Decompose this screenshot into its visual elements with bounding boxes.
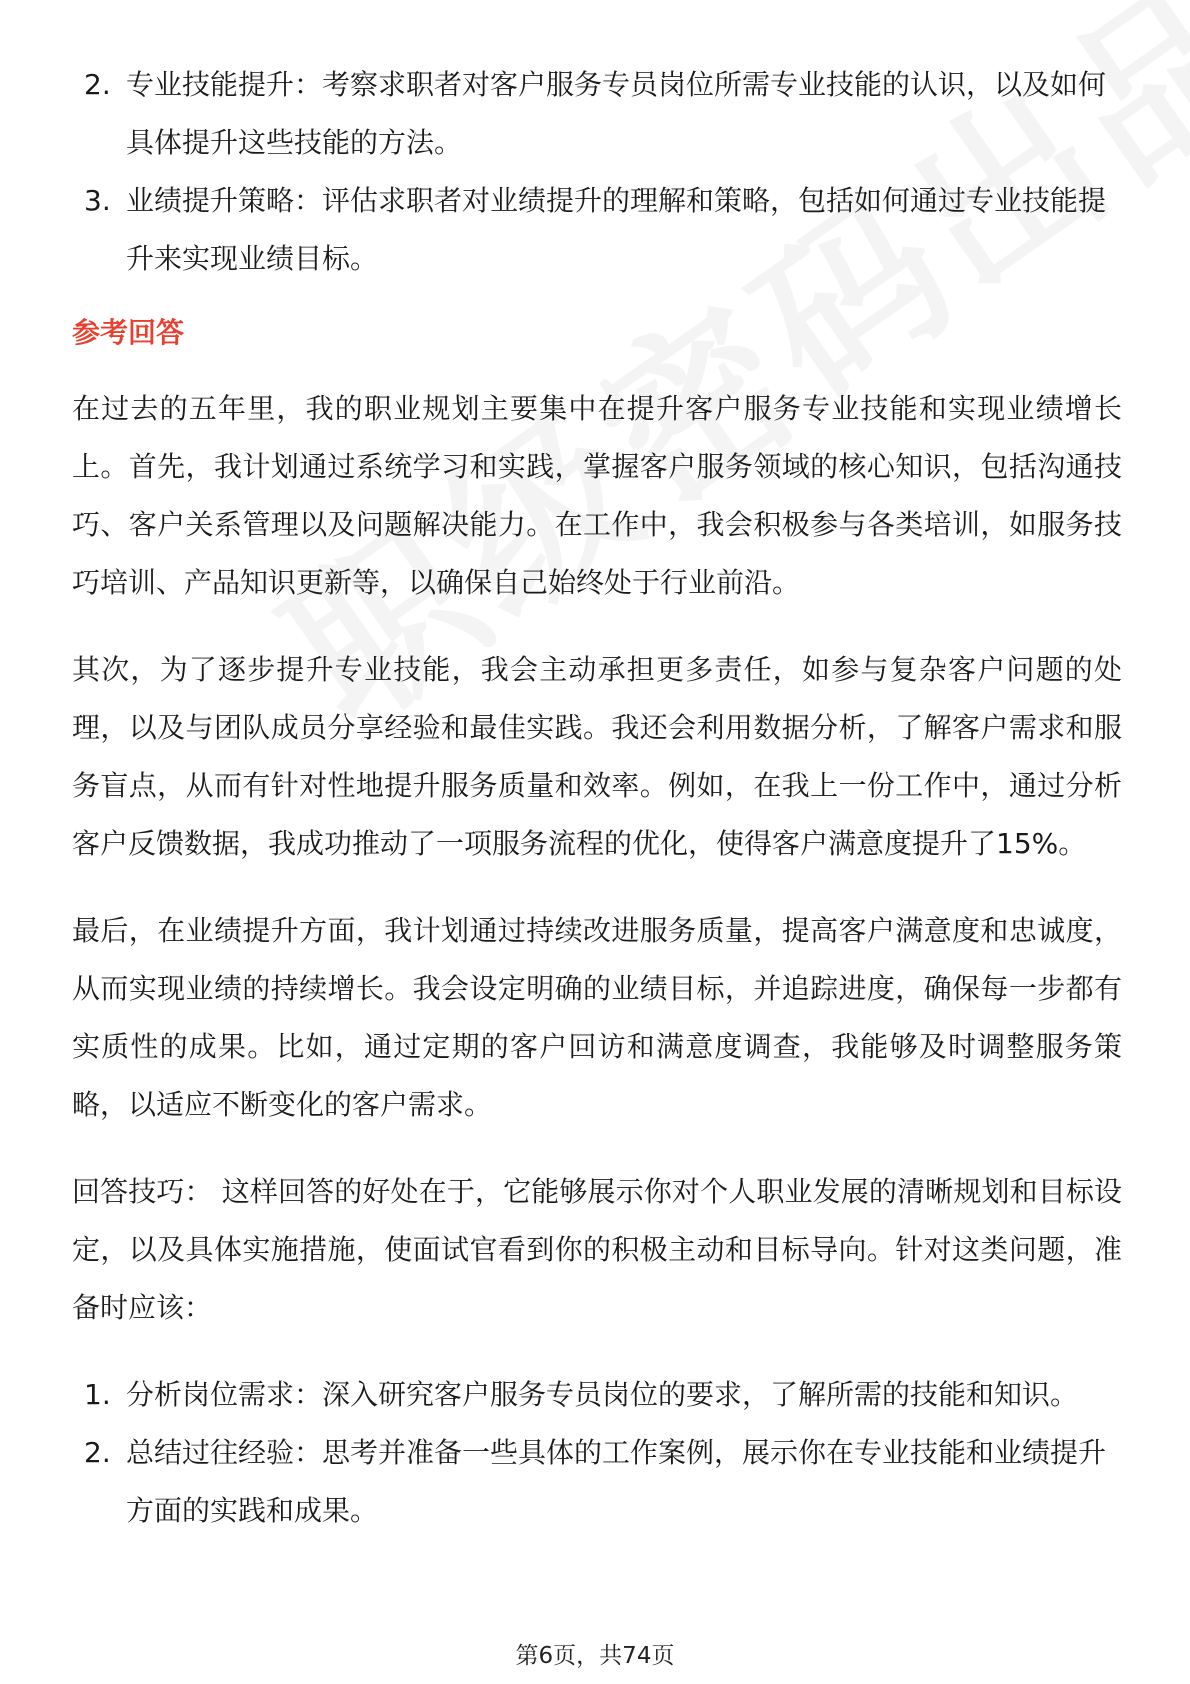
section-heading: 参考回答 xyxy=(72,316,185,349)
page-content xyxy=(72,56,1122,1540)
list-item xyxy=(72,56,1122,172)
list-item xyxy=(72,1366,1122,1424)
tips-paragraph: 回答技巧： 这样回答的好处在于，它能够展示你对个人职业发展的清晰规划和目标设定，以及具体实施措施，使面试官看到你的积极主动和目标导向。针对这类问题，准备时应该： xyxy=(72,1175,1122,1324)
answer-paragraph: 其次，为了逐步提升专业技能，我会主动承担更多责任，如参与复杂客户问题的处理，以及与团队成员分享经验和最佳实践。我还会利用数据分析，了解客户需求和服务盲点，从而有针对性地提升服务质量和效率。例如，在我上一份工作中，通过分析客户反馈数据，我成功推动了一项服务流程的优化，使得客户满意度提升了15%。 xyxy=(72,653,1122,860)
list-text: 分析岗位需求：深入研究客户服务专员岗位的要求，了解所需的技能和知识。 xyxy=(126,1378,1079,1411)
tips-list xyxy=(72,1366,1122,1540)
criteria-list xyxy=(72,56,1122,288)
list-text: 总结过往经验：思考并准备一些具体的工作案例，展示你在专业技能和业绩提升方面的实践和成果。 xyxy=(126,1436,1107,1527)
list-number: 2. xyxy=(84,68,111,101)
list-number: 3. xyxy=(84,184,111,217)
answer-paragraph: 在过去的五年里，我的职业规划主要集中在提升客户服务专业技能和实现业绩增长上。首先，我计划通过系统学习和实践，掌握客户服务领域的核心知识，包括沟通技巧、客户关系管理以及问题解决能力。在工作中，我会积极参与各类培训，如服务技巧培训、产品知识更新等，以确保自己始终处于行业前沿。 xyxy=(72,392,1122,599)
list-item xyxy=(72,1424,1122,1540)
page-number: 第6页，共74页 xyxy=(515,1643,675,1669)
list-number: 1. xyxy=(84,1378,111,1411)
list-text: 专业技能提升：考察求职者对客户服务专员岗位所需专业技能的认识，以及如何具体提升这些技能的方法。 xyxy=(126,68,1107,159)
list-text: 业绩提升策略：评估求职者对业绩提升的理解和策略，包括如何通过专业技能提升来实现业绩目标。 xyxy=(126,184,1107,275)
answer-paragraph: 最后，在业绩提升方面，我计划通过持续改进服务质量，提高客户满意度和忠诚度，从而实现业绩的持续增长。我会设定明确的业绩目标，并追踪进度，确保每一步都有实质性的成果。比如，通过定期的客户回访和满意度调查，我能够及时调整服务策略，以适应不断变化的客户需求。 xyxy=(72,914,1122,1121)
list-number: 2. xyxy=(84,1436,111,1469)
list-item xyxy=(72,172,1122,288)
